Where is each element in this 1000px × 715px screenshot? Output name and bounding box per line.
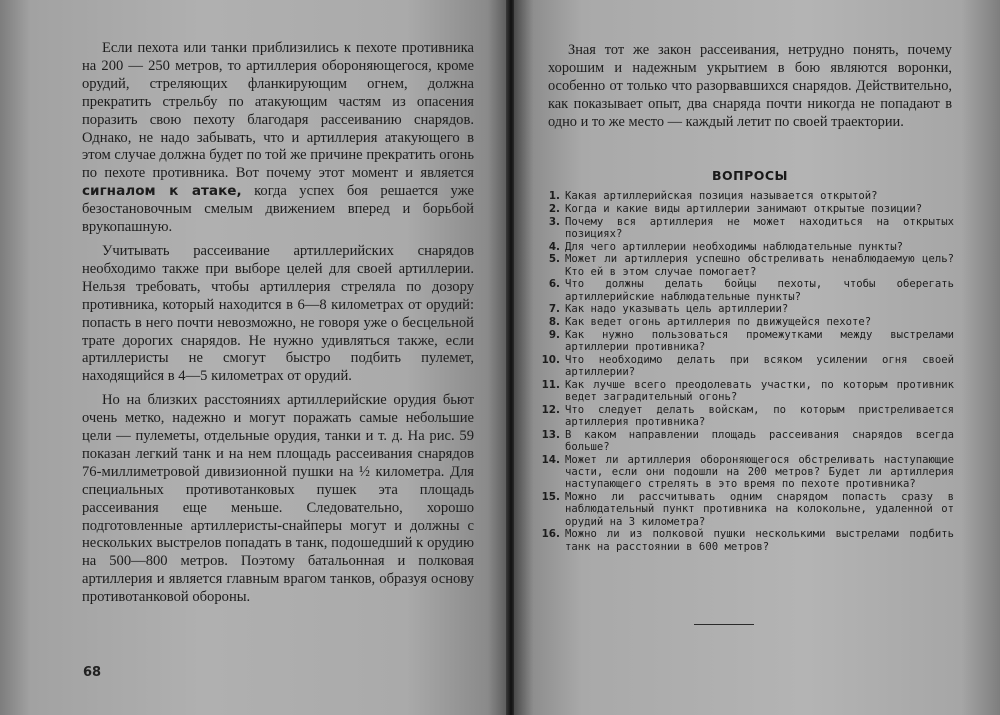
question-item (534, 528, 954, 552)
question-number: 1. (548, 190, 560, 202)
question-number: 6. (548, 278, 560, 291)
question-number: 10. (541, 353, 560, 366)
question-item (534, 303, 954, 315)
question-number: 8. (548, 316, 560, 329)
body-paragraph (82, 243, 474, 386)
question-text: Как нужно пользоваться промежутками между выстрелами артиллерии противника? (565, 328, 954, 354)
question-item (534, 329, 954, 353)
question-number: 2. (548, 202, 560, 215)
question-text: Когда и какие виды артиллерии занимают открытые позиции? (565, 202, 923, 215)
question-text: Как лучше всего преодолевать участки, по которым противник ведет заградительный огонь? (565, 378, 954, 404)
question-number: 15. (541, 491, 560, 504)
question-text: Какая артиллерийская позиция называется открытой? (565, 190, 878, 202)
question-text: Как ведет огонь артиллерия по движущейся пехоте? (565, 316, 872, 329)
question-item (534, 429, 954, 453)
question-item (534, 491, 954, 528)
question-text: Можно ли рассчитывать одним снарядом попасть сразу в наблюдательный пункт противника на колокольне, удаленной от орудий на 3 километра? (565, 491, 954, 528)
question-item (534, 454, 954, 491)
question-item (534, 216, 954, 240)
text-run: Но на близких расстояниях артиллерийские орудия бьют очень метко, надежно и могут поражать самые небольшие цели — пулеметы, отдельные орудия, танки и т. д. На рис. 59 показан легкий танк и на нем площадь рассеивания снарядов 76-миллиметровой дивизионной пушки на ½ километра. Для специальных противотанковых пушек эта площадь рассеивания еще меньше. Следовательно, хорошо подготовленные артиллеристы-снайперы могут и должны с нескольких выстрелов попадать в танк, подошедший к орудию на 500—800 метров. Поэтому батальонная и полковая артиллерия и является главным врагом танков, образуя основу противотанковой обороны. (82, 392, 474, 606)
question-number: 5. (548, 253, 560, 266)
questions-heading: ВОПРОСЫ (711, 168, 789, 183)
body-paragraph (82, 392, 474, 607)
question-text: Что должны делать бойцы пехоты, чтобы оберегать артиллерийские наблюдательные пункты? (565, 278, 954, 303)
question-text: Что необходимо делать при всяком усилении огня своей артиллерии? (565, 353, 954, 379)
question-text: Для чего артиллерии необходимы наблюдательные пункты? (565, 240, 904, 253)
question-number: 7. (548, 303, 560, 316)
question-number: 4. (548, 240, 560, 253)
left-page-body (82, 40, 474, 607)
question-text: Что следует делать войскам, по которым пристреливается артиллерия противника? (565, 403, 954, 429)
question-text: В каком направлении площадь рассеивания снарядов всегда больше? (565, 428, 954, 454)
question-item (534, 379, 954, 403)
question-item (534, 316, 954, 328)
questions-list (534, 190, 954, 553)
question-number: 12. (541, 403, 560, 416)
question-number: 11. (541, 378, 560, 391)
right-page (514, 0, 1000, 715)
intro-paragraph: Зная тот же закон рассеивания, нетрудно понять, почему хорошим и надежным укрытием в бою являются воронки, особенно от только что разорвавшихся снарядов. Действительно, как показывает опыт, два снаряда почти никогда не попадают в одно и то же место — каждый летит по своей траектории. (548, 42, 952, 130)
question-item (534, 203, 954, 215)
text-run: Если пехота или танки приблизились к пехоте противника на 200 — 250 метров, то артиллерия обороняющегося, кроме орудий, стреляющих фланкирующим огнем, должна прекратить стрельбу по атакующим частям из опасения поразить свою пехоту благодаря рассеиванию снарядов. Однако, не надо забывать, что и артиллерия атакующего в этом случае должна будет по той же причине прекратить огонь по пехоте противника. Вот почему этот момент и является (82, 40, 474, 182)
right-page-intro (548, 42, 952, 132)
end-rule (694, 624, 754, 625)
question-number: 3. (548, 215, 560, 228)
question-text: Можно ли из полковой пушки несколькими выстрелами подбить танк на расстоянии в 600 метров? (565, 528, 954, 553)
question-number: 13. (541, 428, 560, 441)
page-number: 68 (83, 665, 102, 680)
question-item (534, 278, 954, 302)
question-number: 9. (548, 328, 560, 341)
question-item (534, 253, 954, 277)
question-item (534, 241, 954, 253)
question-item (534, 190, 954, 202)
question-text: Может ли артиллерия обороняющегося обстреливать наступающие части, если они подошли на 200 метров? Будет ли артиллерия наступающего стрелять в это время по пехоте противника? (565, 453, 954, 491)
question-text: Как надо указывать цель артиллерии? (565, 303, 789, 316)
body-paragraph (82, 40, 474, 237)
text-run: Учитывать рассеивание артиллерийских снарядов необходимо также при выборе целей для своей артиллерии. Нельзя требовать, чтобы артиллерия стреляла по дозору противника, который находится в 6—8 километрах от орудий: попасть в него почти невозможно, не говоря уже о бесцельной трате дорогих снарядов. Не нужно удивляться также, если артиллеристы не смогут быстро подбить пулемет, находящийся в 4—5 километрах от орудий. (82, 242, 474, 385)
question-text: Может ли артиллерия успешно обстреливать ненаблюдаемую цель? Кто ей в этом случае помогает? (565, 253, 954, 278)
question-number: 16. (541, 528, 560, 541)
question-text: Почему вся артиллерия не может находиться на открытых позициях? (565, 215, 954, 240)
emphasized-phrase: сигналом к атаке, (82, 183, 242, 200)
question-number: 14. (541, 453, 560, 466)
question-item (534, 354, 954, 378)
text-run: когда успех боя решается уже безостановочным смелым движением вперед и борьбой врукопашную. (82, 183, 474, 236)
question-item (534, 404, 954, 428)
